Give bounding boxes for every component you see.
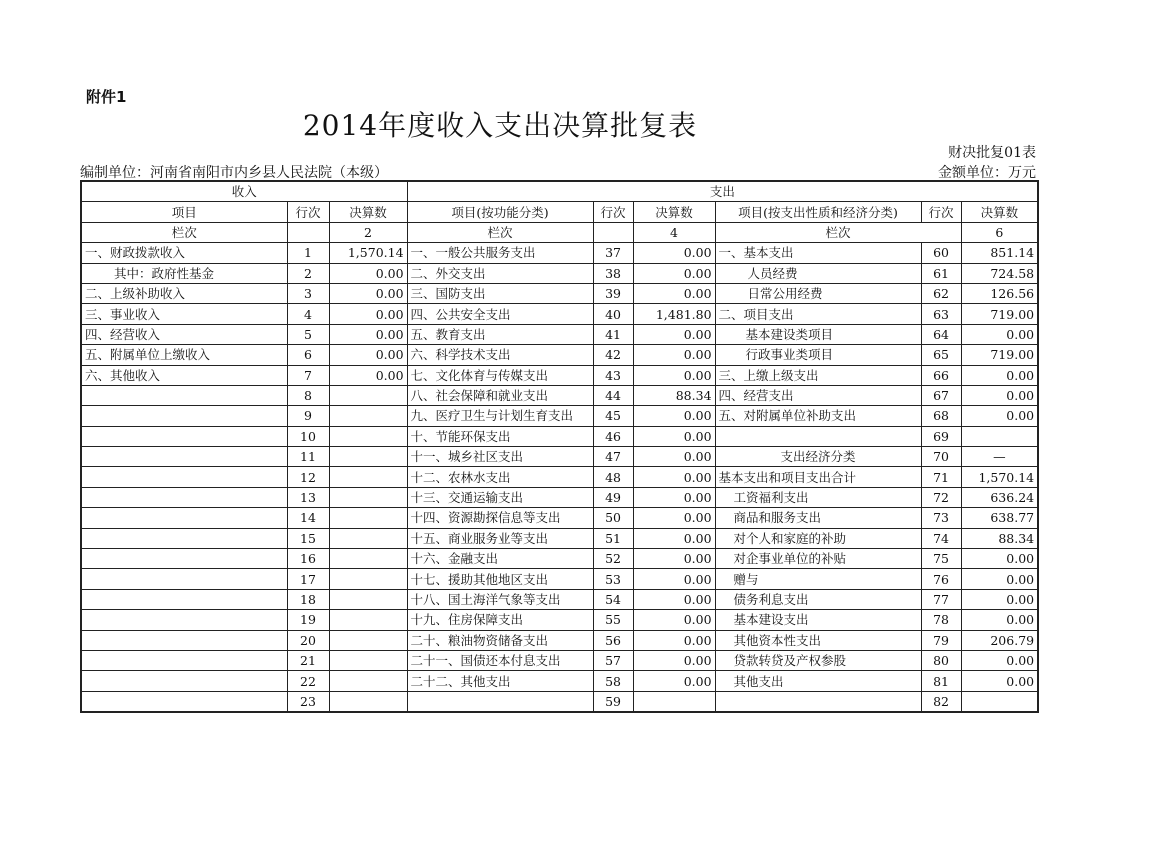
- table-row: [81, 447, 1038, 467]
- econ-amount: 206.79: [961, 630, 1038, 650]
- econ-row-no: 61: [921, 263, 961, 283]
- func-row-no: 51: [593, 528, 633, 548]
- income-item: [81, 508, 287, 528]
- func-row-no: 43: [593, 365, 633, 385]
- func-amount: 0.00: [633, 508, 715, 528]
- table-row: [81, 487, 1038, 507]
- econ-item: 一、基本支出: [715, 243, 921, 263]
- table-row: [81, 650, 1038, 670]
- func-amount: 0.00: [633, 528, 715, 548]
- func-amount: 0.00: [633, 447, 715, 467]
- income-amount: [329, 589, 407, 609]
- func-amount: 0.00: [633, 345, 715, 365]
- econ-amount: 719.00: [961, 304, 1038, 324]
- func-item: 十三、交通运输支出: [407, 487, 593, 507]
- table-row: [81, 406, 1038, 426]
- table-row: [81, 283, 1038, 303]
- econ-amount: 0.00: [961, 549, 1038, 569]
- func-amount: 0.00: [633, 365, 715, 385]
- income-item: [81, 467, 287, 487]
- econ-amount: 851.14: [961, 243, 1038, 263]
- econ-item: 五、对附属单位补助支出: [715, 406, 921, 426]
- income-item: [81, 671, 287, 691]
- col-item: 项目: [81, 202, 287, 222]
- econ-row-no: 63: [921, 304, 961, 324]
- econ-item: 行政事业类项目: [715, 345, 921, 365]
- income-item: [81, 691, 287, 712]
- income-amount: [329, 549, 407, 569]
- func-item: 二十、粮油物资储备支出: [407, 630, 593, 650]
- econ-row-no: 66: [921, 365, 961, 385]
- econ-item: 三、上缴上级支出: [715, 365, 921, 385]
- lanci-2: 2: [329, 222, 407, 242]
- econ-item: 赠与: [715, 569, 921, 589]
- econ-item: 四、经营支出: [715, 385, 921, 405]
- table-number: 财决批复01表: [948, 145, 1036, 161]
- income-amount: [329, 508, 407, 528]
- table-row: [81, 671, 1038, 691]
- econ-item: 基本建设类项目: [715, 324, 921, 344]
- econ-row-no: 68: [921, 406, 961, 426]
- table-row: [81, 691, 1038, 712]
- econ-item: 二、项目支出: [715, 304, 921, 324]
- table-row: [81, 304, 1038, 324]
- income-amount: [329, 671, 407, 691]
- econ-row-no: 64: [921, 324, 961, 344]
- col-item-func: 项目(按功能分类): [407, 202, 593, 222]
- income-amount: [329, 406, 407, 426]
- econ-amount: 0.00: [961, 569, 1038, 589]
- income-amount: 0.00: [329, 304, 407, 324]
- econ-row-no: 77: [921, 589, 961, 609]
- func-amount: 0.00: [633, 324, 715, 344]
- func-item: 十、节能环保支出: [407, 426, 593, 446]
- econ-amount: 724.58: [961, 263, 1038, 283]
- income-row-no: 20: [287, 630, 329, 650]
- econ-row-no: 82: [921, 691, 961, 712]
- income-row-no: 13: [287, 487, 329, 507]
- func-item: 四、公共安全支出: [407, 304, 593, 324]
- econ-item: 对企事业单位的补贴: [715, 549, 921, 569]
- econ-amount: 0.00: [961, 365, 1038, 385]
- func-row-no: 45: [593, 406, 633, 426]
- econ-item: 债务利息支出: [715, 589, 921, 609]
- income-amount: [329, 447, 407, 467]
- func-amount: 0.00: [633, 406, 715, 426]
- econ-row-no: 76: [921, 569, 961, 589]
- econ-row-no: 67: [921, 385, 961, 405]
- econ-amount: 0.00: [961, 610, 1038, 630]
- func-item: 三、国防支出: [407, 283, 593, 303]
- econ-item: 工资福利支出: [715, 487, 921, 507]
- econ-amount: 0.00: [961, 589, 1038, 609]
- econ-item: 商品和服务支出: [715, 508, 921, 528]
- income-item: [81, 487, 287, 507]
- econ-item: 贷款转贷及产权参股: [715, 650, 921, 670]
- lanci-label: 栏次: [715, 222, 961, 242]
- func-row-no: 54: [593, 589, 633, 609]
- income-amount: [329, 487, 407, 507]
- col-row-no: 行次: [593, 202, 633, 222]
- income-item: [81, 549, 287, 569]
- func-amount: 0.00: [633, 630, 715, 650]
- func-item: 二十一、国债还本付息支出: [407, 650, 593, 670]
- econ-row-no: 62: [921, 283, 961, 303]
- income-item: 三、事业收入: [81, 304, 287, 324]
- econ-row-no: 79: [921, 630, 961, 650]
- func-amount: 1,481.80: [633, 304, 715, 324]
- income-amount: 0.00: [329, 324, 407, 344]
- func-item: 十四、资源勘探信息等支出: [407, 508, 593, 528]
- func-row-no: 44: [593, 385, 633, 405]
- income-amount: [329, 610, 407, 630]
- table-row: [81, 243, 1038, 263]
- econ-item: [715, 426, 921, 446]
- econ-row-no: 60: [921, 243, 961, 263]
- table-row: [81, 549, 1038, 569]
- func-item: 二、外交支出: [407, 263, 593, 283]
- col-amount: 决算数: [633, 202, 715, 222]
- table-row: [81, 508, 1038, 528]
- table-row: [81, 467, 1038, 487]
- func-amount: 0.00: [633, 610, 715, 630]
- lanci-6: 6: [961, 222, 1038, 242]
- income-item: [81, 630, 287, 650]
- econ-amount: 0.00: [961, 671, 1038, 691]
- lanci-blank: [593, 222, 633, 242]
- income-row-no: 16: [287, 549, 329, 569]
- func-row-no: 37: [593, 243, 633, 263]
- table-row: [81, 528, 1038, 548]
- func-amount: 0.00: [633, 467, 715, 487]
- func-item: 十一、城乡社区支出: [407, 447, 593, 467]
- econ-row-no: 71: [921, 467, 961, 487]
- table-row: [81, 365, 1038, 385]
- income-row-no: 23: [287, 691, 329, 712]
- func-row-no: 58: [593, 671, 633, 691]
- income-item: 五、附属单位上缴收入: [81, 345, 287, 365]
- econ-amount: 638.77: [961, 508, 1038, 528]
- income-row-no: 18: [287, 589, 329, 609]
- income-item: [81, 385, 287, 405]
- income-item: 四、经营收入: [81, 324, 287, 344]
- func-item: 七、文化体育与传媒支出: [407, 365, 593, 385]
- econ-row-no: 72: [921, 487, 961, 507]
- func-amount: 0.00: [633, 650, 715, 670]
- income-row-no: 5: [287, 324, 329, 344]
- func-amount: 0.00: [633, 487, 715, 507]
- econ-row-no: 73: [921, 508, 961, 528]
- func-amount: 88.34: [633, 385, 715, 405]
- income-amount: 0.00: [329, 345, 407, 365]
- func-item: 十六、金融支出: [407, 549, 593, 569]
- income-amount: [329, 467, 407, 487]
- econ-item: 基本支出和项目支出合计: [715, 467, 921, 487]
- func-row-no: 40: [593, 304, 633, 324]
- econ-amount: [961, 691, 1038, 712]
- income-header: 收入: [81, 181, 407, 202]
- func-amount: 0.00: [633, 589, 715, 609]
- income-item: [81, 426, 287, 446]
- income-row-no: 12: [287, 467, 329, 487]
- income-item: [81, 650, 287, 670]
- econ-row-no: 75: [921, 549, 961, 569]
- compiling-unit: 编制单位：河南省南阳市内乡县人民法院（本级）: [80, 165, 388, 181]
- income-item: 一、财政拨款收入: [81, 243, 287, 263]
- income-row-no: 9: [287, 406, 329, 426]
- func-row-no: 47: [593, 447, 633, 467]
- econ-amount: [961, 426, 1038, 446]
- amount-unit: 金额单位：万元: [938, 165, 1036, 181]
- func-amount: 0.00: [633, 243, 715, 263]
- col-amount: 决算数: [329, 202, 407, 222]
- income-row-no: 4: [287, 304, 329, 324]
- income-item: [81, 569, 287, 589]
- col-item-econ: 项目(按支出性质和经济分类): [715, 202, 921, 222]
- econ-item: 支出经济分类: [715, 447, 921, 467]
- table-row: [81, 569, 1038, 589]
- income-row-no: 2: [287, 263, 329, 283]
- econ-amount: 0.00: [961, 324, 1038, 344]
- income-amount: [329, 426, 407, 446]
- econ-amount: 0.00: [961, 385, 1038, 405]
- func-row-no: 52: [593, 549, 633, 569]
- econ-row-no: 78: [921, 610, 961, 630]
- income-row-no: 21: [287, 650, 329, 670]
- econ-amount: 126.56: [961, 283, 1038, 303]
- func-row-no: 41: [593, 324, 633, 344]
- func-row-no: 49: [593, 487, 633, 507]
- econ-amount: 719.00: [961, 345, 1038, 365]
- table-row: [81, 324, 1038, 344]
- income-item: 二、上级补助收入: [81, 283, 287, 303]
- econ-item: 基本建设支出: [715, 610, 921, 630]
- func-row-no: 39: [593, 283, 633, 303]
- func-amount: 0.00: [633, 283, 715, 303]
- col-row-no: 行次: [287, 202, 329, 222]
- econ-item: [715, 691, 921, 712]
- func-item: 十八、国土海洋气象等支出: [407, 589, 593, 609]
- func-amount: 0.00: [633, 263, 715, 283]
- func-amount: 0.00: [633, 569, 715, 589]
- func-amount: [633, 691, 715, 712]
- income-item: [81, 406, 287, 426]
- income-row-no: 1: [287, 243, 329, 263]
- func-item: 十九、住房保障支出: [407, 610, 593, 630]
- econ-amount: 0.00: [961, 650, 1038, 670]
- income-row-no: 11: [287, 447, 329, 467]
- income-amount: [329, 385, 407, 405]
- econ-row-no: 81: [921, 671, 961, 691]
- income-row-no: 3: [287, 283, 329, 303]
- page-title: 2014年度收入支出决算批复表: [302, 109, 698, 142]
- income-amount: 0.00: [329, 263, 407, 283]
- table-row: [81, 345, 1038, 365]
- income-amount: 1,570.14: [329, 243, 407, 263]
- table-row: [81, 610, 1038, 630]
- income-amount: [329, 650, 407, 670]
- func-item: 一、一般公共服务支出: [407, 243, 593, 263]
- func-amount: 0.00: [633, 671, 715, 691]
- income-item: 六、其他收入: [81, 365, 287, 385]
- table-row: [81, 630, 1038, 650]
- col-row-no: 行次: [921, 202, 961, 222]
- income-row-no: 8: [287, 385, 329, 405]
- econ-row-no: 65: [921, 345, 961, 365]
- func-row-no: 48: [593, 467, 633, 487]
- func-item: 九、医疗卫生与计划生育支出: [407, 406, 593, 426]
- income-row-no: 22: [287, 671, 329, 691]
- econ-row-no: 70: [921, 447, 961, 467]
- income-amount: 0.00: [329, 283, 407, 303]
- income-amount: [329, 691, 407, 712]
- func-item: 二十二、其他支出: [407, 671, 593, 691]
- econ-item: 其他支出: [715, 671, 921, 691]
- func-item: [407, 691, 593, 712]
- attachment-label: 附件1: [86, 88, 127, 106]
- func-row-no: 42: [593, 345, 633, 365]
- income-row-no: 15: [287, 528, 329, 548]
- econ-item: 日常公用经费: [715, 283, 921, 303]
- income-item: 其中：政府性基金: [81, 263, 287, 283]
- econ-amount: —: [961, 447, 1038, 467]
- func-row-no: 53: [593, 569, 633, 589]
- expense-header: 支出: [407, 181, 1038, 202]
- income-row-no: 6: [287, 345, 329, 365]
- lanci-label: 栏次: [81, 222, 287, 242]
- econ-item: 对个人和家庭的补助: [715, 528, 921, 548]
- income-row-no: 10: [287, 426, 329, 446]
- func-item: 六、科学技术支出: [407, 345, 593, 365]
- econ-amount: 0.00: [961, 406, 1038, 426]
- income-row-no: 14: [287, 508, 329, 528]
- func-row-no: 56: [593, 630, 633, 650]
- func-row-no: 57: [593, 650, 633, 670]
- income-item: [81, 447, 287, 467]
- econ-row-no: 74: [921, 528, 961, 548]
- income-amount: [329, 569, 407, 589]
- func-row-no: 46: [593, 426, 633, 446]
- lanci-blank: [287, 222, 329, 242]
- income-amount: 0.00: [329, 365, 407, 385]
- func-row-no: 59: [593, 691, 633, 712]
- econ-row-no: 69: [921, 426, 961, 446]
- func-amount: 0.00: [633, 426, 715, 446]
- table-row: [81, 263, 1038, 283]
- table-row: [81, 589, 1038, 609]
- func-item: 五、教育支出: [407, 324, 593, 344]
- func-amount: 0.00: [633, 549, 715, 569]
- econ-row-no: 80: [921, 650, 961, 670]
- lanci-4: 4: [633, 222, 715, 242]
- func-item: 八、社会保障和就业支出: [407, 385, 593, 405]
- income-item: [81, 589, 287, 609]
- income-row-no: 19: [287, 610, 329, 630]
- budget-table: [80, 180, 1039, 713]
- table-row: [81, 385, 1038, 405]
- func-row-no: 38: [593, 263, 633, 283]
- econ-item: 其他资本性支出: [715, 630, 921, 650]
- econ-amount: 88.34: [961, 528, 1038, 548]
- income-item: [81, 528, 287, 548]
- func-row-no: 50: [593, 508, 633, 528]
- lanci-label: 栏次: [407, 222, 593, 242]
- income-amount: [329, 528, 407, 548]
- func-item: 十七、援助其他地区支出: [407, 569, 593, 589]
- col-amount: 决算数: [961, 202, 1038, 222]
- income-row-no: 17: [287, 569, 329, 589]
- econ-amount: 636.24: [961, 487, 1038, 507]
- income-row-no: 7: [287, 365, 329, 385]
- econ-item: 人员经费: [715, 263, 921, 283]
- table-row: [81, 426, 1038, 446]
- econ-amount: 1,570.14: [961, 467, 1038, 487]
- func-item: 十二、农林水支出: [407, 467, 593, 487]
- income-item: [81, 610, 287, 630]
- income-amount: [329, 630, 407, 650]
- func-row-no: 55: [593, 610, 633, 630]
- func-item: 十五、商业服务业等支出: [407, 528, 593, 548]
